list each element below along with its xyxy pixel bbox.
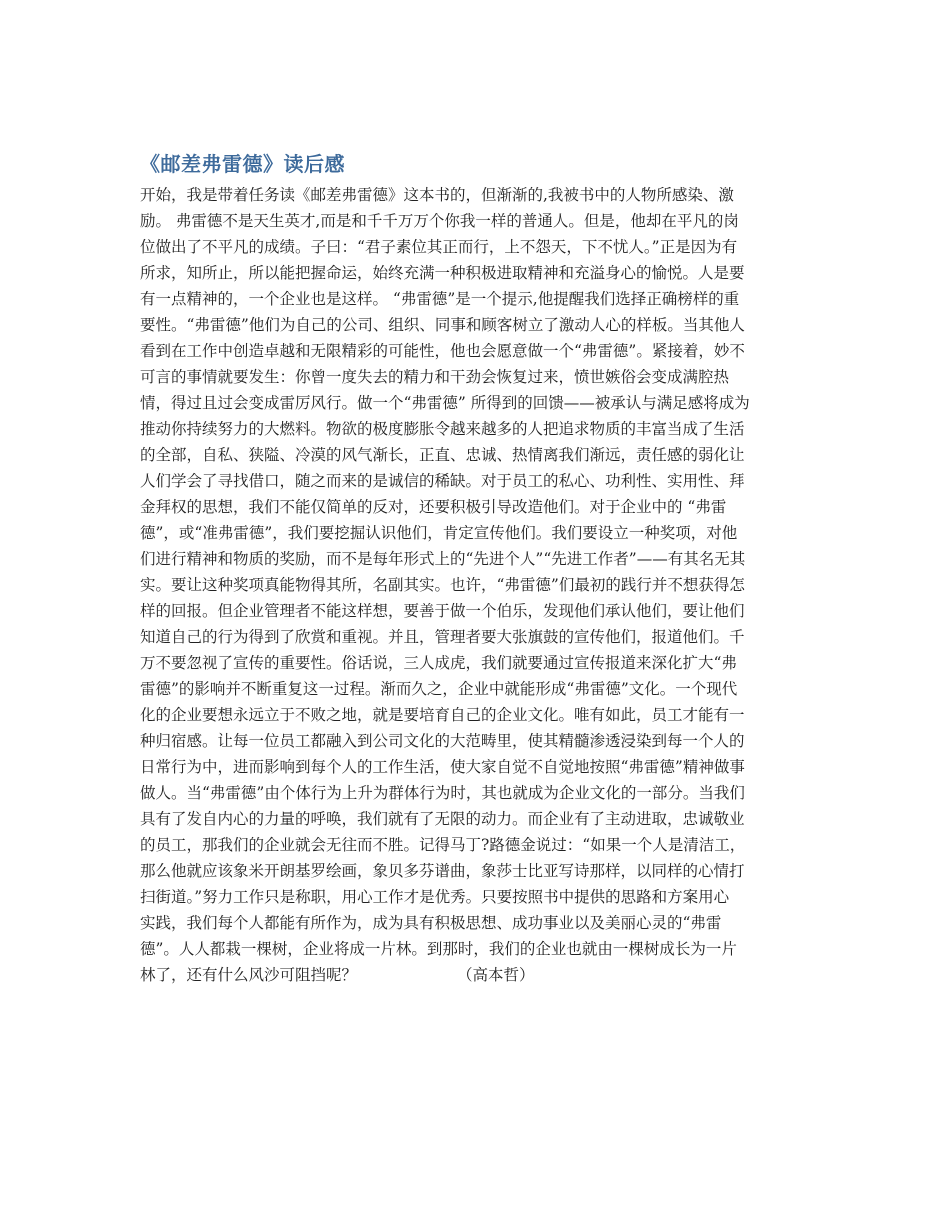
text-line: 的员工，那我们的企业就会无往而不胜。记得马丁?路德金说过：“如果一个人是清洁工， <box>140 836 746 854</box>
text-line: 所求，知所止，所以能把握命运，始终充满一种积极进取精神和充溢身心的愉悦。人是要 <box>140 264 745 282</box>
text-line: 的全部，自私、狭隘、冷漠的风气渐长，正直、忠诚、热情离我们渐远，责任感的弱化让 <box>140 446 745 464</box>
text-line: 知道自己的行为得到了欣赏和重视。并且，管理者要大张旗鼓的宣传他们，报道他们。千 <box>140 628 745 646</box>
text-line: 样的回报。但企业管理者不能这样想，要善于做一个伯乐，发现他们承认他们，要让他们 <box>140 602 745 620</box>
text-line: 人们学会了寻找借口，随之而来的是诚信的稀缺。对于员工的私心、功利性、实用性、拜 <box>140 472 745 490</box>
text-line: 要性。“弗雷德”他们为自己的公司、组织、同事和顾客树立了激动人心的样板。当其他人 <box>140 316 745 334</box>
author-signature: （高本哲） <box>457 966 535 984</box>
text-line: 位做出了不平凡的成绩。子曰：“君子素位其正而行，上不怨天，下不忧人。”正是因为有 <box>140 238 738 256</box>
final-line-text: 林了，还有什么风沙可阻挡呢？ <box>140 966 358 984</box>
text-line: 雷德”的影响并不断重复这一过程。渐而久之，企业中就能形成“弗雷德”文化。一个现代 <box>140 680 738 698</box>
text-line: 那么他就应该象米开朗基罗绘画，象贝多芬谱曲，象莎士比亚写诗那样，以同样的心情打 <box>140 862 745 880</box>
text-line: 有一点精神的，一个企业也是这样。 “弗雷德”是一个提示,他提醒我们选择正确榜样的重 <box>140 290 740 308</box>
text-line: 推动你持续努力的大燃料。物欲的极度膨胀令越来越多的人把追求物质的丰富当成了生活 <box>140 420 745 438</box>
text-line: 实。要让这种奖项真能物得其所，名副其实。也许，“弗雷德”们最初的践行并不想获得怎 <box>140 576 745 594</box>
essay-body <box>140 182 810 988</box>
final-line <box>140 962 810 988</box>
text-line: 万不要忽视了宣传的重要性。俗话说，三人成虎，我们就要通过宣传报道来深化扩大“弗 <box>140 654 737 672</box>
text-line: 实践，我们每个人都能有所作为，成为具有积极思想、成功事业以及美丽心灵的“弗雷 <box>140 914 722 932</box>
text-line: 种归宿感。让每一位员工都融入到公司文化的大范畴里，使其精髓渗透浸染到每一个人的 <box>140 732 745 750</box>
text-line: 可言的事情就要发生：你曾一度失去的精力和干劲会恢复过来，愤世嫉俗会变成满腔热 <box>140 368 730 386</box>
text-line: 做人。当“弗雷德”由个体行为上升为群体行为时，其也就成为企业文化的一部分。当我们 <box>140 784 745 802</box>
text-line: 开始，我是带着任务读《邮差弗雷德》这本书的，但渐渐的,我被书中的人物所感染、激 <box>140 186 734 204</box>
page-title: 《邮差弗雷德》读后感 <box>140 152 345 176</box>
text-line: 们进行精神和物质的奖励，而不是每年形式上的“先进个人”“先进工作者”——有其名无其 <box>140 550 746 568</box>
text-line: 具有了发自内心的力量的呼唤，我们就有了无限的动力。而企业有了主动进取，忠诚敬业 <box>140 810 745 828</box>
text-line: 德”。人人都栽一棵树，企业将成一片林。到那时，我们的企业也就由一棵树成长为一片 <box>140 940 737 958</box>
text-line: 化的企业要想永远立于不败之地，就是要培育自己的企业文化。唯有如此，员工才能有一 <box>140 706 745 724</box>
text-line: 看到在工作中创造卓越和无限精彩的可能性，他也会愿意做一个“弗雷德”。紧接着，妙不 <box>140 342 745 360</box>
text-line: 德”，或“准弗雷德”，我们要挖掘认识他们，肯定宣传他们。我们要设立一种奖项，对他 <box>140 524 738 542</box>
text-line: 扫街道。”努力工作只是称职，用心工作才是优秀。只要按照书中提供的思路和方案用心 <box>140 888 730 906</box>
text-line: 励。 弗雷德不是天生英才,而是和千千万万个你我一样的普通人。但是，他却在平凡的岗 <box>140 212 739 230</box>
text-line: 情，得过且过会变成雷厉风行。做一个“弗雷德” 所得到的回馈——被承认与满足感将成为 <box>140 394 750 412</box>
text-line: 日常行为中，进而影响到每个人的工作生活，使大家自觉不自觉地按照“弗雷德”精神做事 <box>140 758 745 776</box>
text-line: 金拜权的思想，我们不能仅简单的反对，还要积极引导改造他们。对于企业中的 “弗雷 <box>140 498 727 516</box>
